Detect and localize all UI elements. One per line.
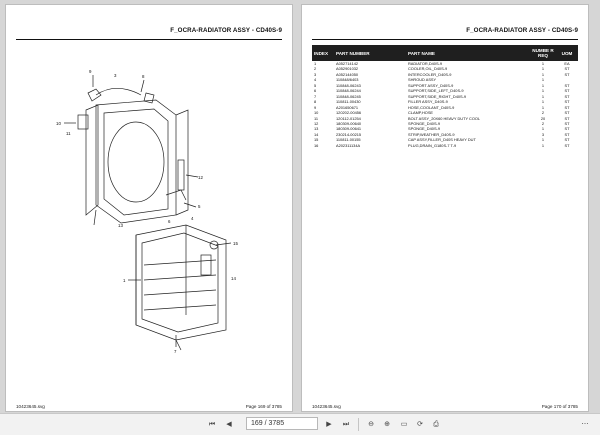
cell-part-number: 110848-06244 xyxy=(336,88,361,94)
cell-part-number: 180309-00641 xyxy=(336,126,362,132)
cell-part-name: INTERCOOLER_D40S-9 xyxy=(408,71,452,77)
cell-part-number: A052714142 xyxy=(336,61,359,66)
cell-uom: ST xyxy=(564,104,570,110)
cell-uom: ST xyxy=(564,131,570,137)
cell-part-number: 120202-00456 xyxy=(336,110,362,116)
footer-filename: 10423645.svg xyxy=(312,404,341,409)
print-icon[interactable]: ⎙ xyxy=(433,421,439,428)
cell-uom: ST xyxy=(564,82,570,88)
cell-part-number: 120112-01254 xyxy=(336,115,361,121)
cell-index: 11 xyxy=(314,115,319,121)
cell-number-req: 1 xyxy=(541,93,545,99)
cell-index: 6 xyxy=(314,88,317,94)
rotate-icon[interactable]: ⟳ xyxy=(417,421,423,428)
header-number-req: NUMBE R REQ xyxy=(530,45,556,61)
cell-number-req: 1 xyxy=(541,71,545,77)
cell-number-req: 1 xyxy=(541,142,545,148)
cell-part-name: COOLER,OIL_D40S-9 xyxy=(408,66,448,72)
cell-number-req: 20 xyxy=(540,115,546,121)
cell-part-name: SHROUD ASSY xyxy=(408,77,437,83)
cell-part-name: FILLER ASSY_D40S-9 xyxy=(408,99,448,105)
cell-index: 15 xyxy=(314,137,319,143)
table-row xyxy=(312,143,578,148)
footer-page-number: Page 169 of 3785 xyxy=(245,404,282,409)
title-divider xyxy=(16,39,282,40)
cell-part-name: PLUG,DRAIN_G180S-7 T-9 xyxy=(408,142,457,148)
cell-part-name: SUPPORT,SIDE_LEFT_D40S-9 xyxy=(408,88,464,94)
cell-index: 13 xyxy=(314,126,319,132)
cell-number-req: 1 xyxy=(541,88,545,94)
cell-number-req: 1 xyxy=(541,104,545,110)
cell-uom: ST xyxy=(564,115,570,121)
cell-part-name: CLAMP,HOSE xyxy=(408,110,434,116)
callout-9: 9 xyxy=(89,69,92,74)
cell-index: 3 xyxy=(314,71,317,77)
cell-part-number: 110848-06245 xyxy=(336,93,361,99)
cell-number-req: 1 xyxy=(541,126,545,132)
cell-part-number: 110848-06243 xyxy=(336,82,361,88)
zoom-out-icon[interactable]: ⊖ xyxy=(368,421,374,428)
cell-uom: ST xyxy=(564,120,570,126)
next-page-icon[interactable]: ▶ xyxy=(326,421,332,428)
cell-part-number: 230214-00215 xyxy=(336,131,362,137)
callout-1: 1 xyxy=(123,278,126,283)
table-header-row xyxy=(312,45,578,61)
cell-number-req: 1 xyxy=(541,137,545,143)
cell-number-req: 2 xyxy=(541,110,545,116)
cell-index: 4 xyxy=(314,77,317,83)
cell-part-number: 110848/6403 xyxy=(336,77,359,83)
callout-4: 4 xyxy=(191,216,194,221)
cell-part-number: 180309-00640 xyxy=(336,120,362,126)
callout-6: 6 xyxy=(168,219,171,224)
callout-13: 13 xyxy=(118,223,123,228)
cell-part-name: SUPPORT ASSY_D40S-9 xyxy=(408,82,454,88)
document-page-left xyxy=(5,4,293,412)
footer-page-number: Page 170 of 3785 xyxy=(541,404,578,409)
cell-index: 8 xyxy=(314,99,317,105)
callout-3: 3 xyxy=(114,73,117,78)
callout-7: 7 xyxy=(174,349,177,354)
header-index: INDEX xyxy=(312,45,334,61)
first-page-icon[interactable]: ⏮ xyxy=(208,421,216,428)
cell-number-req: 1 xyxy=(541,99,545,105)
cell-part-number: 110811-00430 xyxy=(336,99,361,105)
callout-10: 10 xyxy=(56,121,61,126)
header-part-number: PART NUMBER xyxy=(334,45,406,61)
cell-uom: ST xyxy=(564,66,570,72)
cell-part-number: A052144050 xyxy=(336,71,359,77)
page-title: F_OCRA-RADIATOR ASSY - CD40S-9 xyxy=(466,27,578,34)
cell-uom: ST xyxy=(564,93,570,99)
cell-part-name: CAP ASSY,FILLER_D40S HEAVY DUT xyxy=(408,137,476,143)
cell-uom: ST xyxy=(564,71,570,77)
header-uom: UOM xyxy=(556,45,578,61)
cell-uom: EA xyxy=(564,61,570,66)
cell-part-name: HOSE,COOLANT_D40S-9 xyxy=(408,104,455,110)
header-part-name: PART NAME xyxy=(406,45,530,61)
cell-part-name: BOLT ASSY_20X60 HEAVY DUTY COOL xyxy=(408,115,481,121)
cell-number-req: 2 xyxy=(541,120,545,126)
footer-filename: 10423645.svg xyxy=(16,404,45,409)
cell-number-req: 1 xyxy=(541,66,545,72)
prev-page-icon[interactable]: ◀ xyxy=(226,421,232,428)
callout-14: 14 xyxy=(231,276,236,281)
fit-page-icon[interactable]: ▭ xyxy=(400,421,408,428)
cell-uom: ST xyxy=(564,110,570,116)
cell-index: 14 xyxy=(314,131,319,137)
cell-part-number: A052901032 xyxy=(336,66,359,72)
callout-11: 11 xyxy=(66,131,71,136)
callout-12: 12 xyxy=(198,175,203,180)
cell-part-number: 110811-00155 xyxy=(336,137,361,143)
last-page-icon[interactable]: ⏭ xyxy=(342,421,350,428)
callout-15: 15 xyxy=(233,241,238,246)
page-number-input[interactable]: 169 / 3785 xyxy=(246,417,318,430)
cell-number-req: 1 xyxy=(541,61,545,66)
cell-number-req: 3 xyxy=(541,131,545,137)
callout-8: 8 xyxy=(142,74,145,79)
more-options-icon[interactable]: ⋯ xyxy=(581,421,589,428)
viewer-toolbar xyxy=(0,413,600,435)
cell-index: 10 xyxy=(314,110,319,116)
cell-part-name: SPONGE_D40S-9 xyxy=(408,120,441,126)
cell-uom: ST xyxy=(564,88,570,94)
cell-uom: ST xyxy=(564,137,570,143)
cell-index: 5 xyxy=(314,82,317,88)
cell-index: 7 xyxy=(314,93,317,99)
cell-uom: ST xyxy=(564,99,570,105)
parts-table xyxy=(312,45,578,148)
cell-part-name: SUPPORT,SIDE_RIGHT_D40S-9 xyxy=(408,93,467,99)
cell-part-name: RADIATOR,D40S-9 xyxy=(408,61,443,66)
cell-uom: ST xyxy=(564,142,570,148)
cell-index: 16 xyxy=(314,142,319,148)
page-title: F_OCRA-RADIATOR ASSY - CD40S-9 xyxy=(170,27,282,34)
cell-index: 9 xyxy=(314,104,317,110)
document-page-right xyxy=(301,4,589,412)
cell-index: 1 xyxy=(314,61,317,66)
cell-part-number: A201650671 xyxy=(336,104,359,110)
title-divider xyxy=(312,39,578,40)
zoom-in-icon[interactable]: ⊕ xyxy=(384,421,390,428)
radiator-exploded-diagram xyxy=(26,65,276,355)
cell-index: 2 xyxy=(314,66,317,72)
cell-part-number: A202311134A xyxy=(336,142,361,148)
cell-uom: ST xyxy=(564,126,570,132)
cell-part-name: STRIP,WEATHER_D40S-9 xyxy=(408,131,455,137)
cell-number-req: 1 xyxy=(541,77,545,83)
cell-index: 12 xyxy=(314,120,319,126)
cell-part-name: SPONGE_D40S-9 xyxy=(408,126,441,132)
cell-number-req: 1 xyxy=(541,82,545,88)
callout-5: 5 xyxy=(198,204,201,209)
toolbar-separator xyxy=(358,418,359,431)
